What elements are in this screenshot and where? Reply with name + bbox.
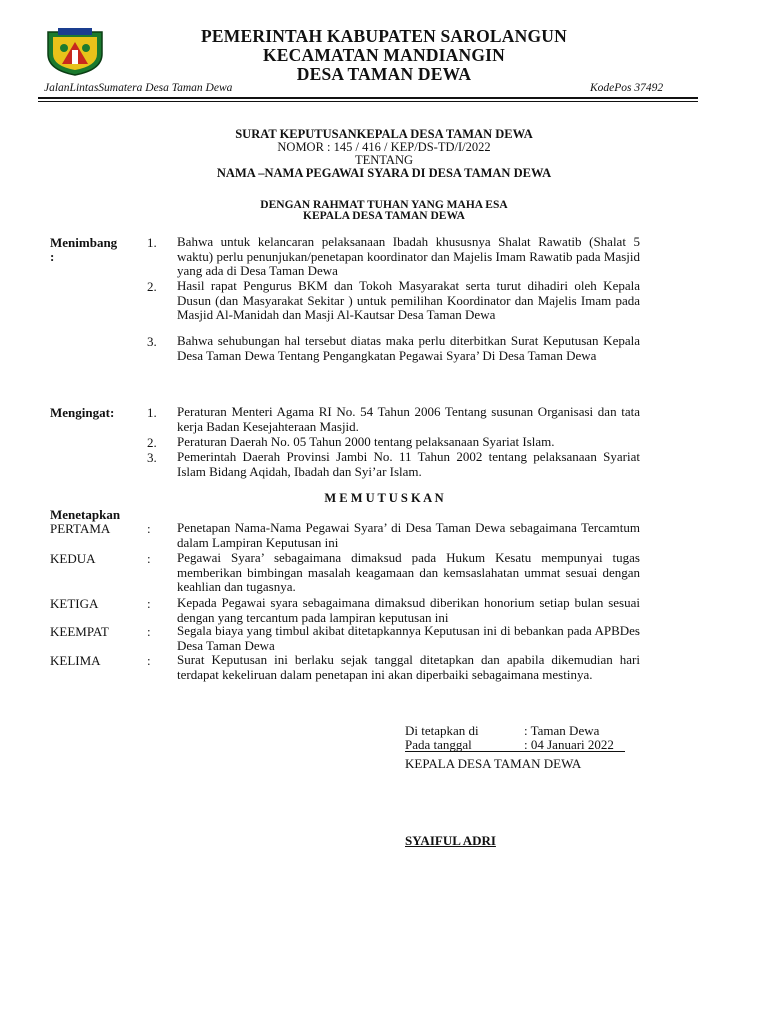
menimbang-colon: : [50,249,55,264]
mengingat-item-1: Peraturan Menteri Agama RI No. 54 Tahun 2006 Tentang susunan Organisasi dan tata kerja Badan Kesejahteraan Masjid. [177,404,640,434]
decree-tentang: TENTANG [354,153,413,167]
pertama-label: PERTAMA [50,521,111,536]
date-underline [405,751,625,752]
tanggal-value: : 04 Januari 2022 [524,737,614,752]
keempat-label: KEEMPAT [50,624,109,639]
mengingat-num-3: 3. [147,450,157,465]
header-rule-thick [38,97,698,99]
header-line-1: PEMERINTAH KABUPATEN SAROLANGUN [201,26,567,46]
menimbang-item-1: Bahwa untuk kelancaran pelaksanaan Ibadah khususnya Shalat Rawatib (Shalat 5 waktu) perlu penunjukan/penetapan koordinator dan Majelis Imam Rawatib pada Masjid yang ada di Desa Taman Dewa [177,234,640,278]
keempat-colon: : [147,624,151,639]
ditetapkan-value: : Taman Dewa [524,723,600,738]
rahmat-line-2: KEPALA DESA TAMAN DEWA [303,210,465,222]
memutuskan-heading: M E M U T U S K A N [324,491,444,505]
pertama-colon: : [147,521,151,536]
kedua-label: KEDUA [50,551,96,566]
address: JalanLintasSumatera Desa Taman Dewa [44,82,233,94]
menimbang-item-2: Hasil rapat Pengurus BKM dan Tokoh Masyarakat serta turut dihadiri oleh Kepala Dusun (dan Masyarakat Sekitar ) untuk pemilihan Koordinator dan Majelis Imam pada Masjid Al-Manidah dan Masji Al-Kautsar Desa Taman Dewa [177,278,640,322]
kelima-label: KELIMA [50,653,101,668]
postcode: KodePos 37492 [590,82,664,94]
decree-number: NOMOR : 145 / 416 / KEP/DS-TD/I/2022 [277,140,491,154]
pertama-text: Penetapan Nama-Nama Pegawai Syara’ di Desa Taman Dewa sebagaimana Tercamtum dalam Lampiran Keputusan ini [177,520,640,550]
mengingat-label: Mengingat: [50,405,115,420]
header-line-2: KECAMATAN MANDIANGIN [262,45,506,65]
decree-title: SURAT KEPUTUSANKEPALA DESA TAMAN DEWA [235,127,533,141]
kedua-text: Pegawai Syara’ sebagaimana dimaksud pada Hukum Kesatu mempunyai tugas memberikan bimbingan masalah keagamaan dan kemsaslahatan ummat sesuai dengan keahlian dan tugasnya. [177,550,640,594]
signatory-name: SYAIFUL ADRI [405,833,496,848]
kelima-colon: : [147,653,151,668]
header-line-3: DESA TAMAN DEWA [296,64,472,84]
ketiga-label: KETIGA [50,596,99,611]
ditetapkan-label: Di tetapkan di [405,723,479,738]
signatory-position: KEPALA DESA TAMAN DEWA [405,756,582,771]
tanggal-label: Pada tanggal [405,737,472,752]
menimbang-label: Menimbang [50,235,118,250]
mengingat-num-1: 1. [147,405,157,420]
menimbang-num-3: 3. [147,334,157,349]
menimbang-item-3: Bahwa sehubungan hal tersebut diatas maka perlu diterbitkan Surat Keputusan Kepala Desa Taman Dewa Tentang Pengangkatan Pegawai Syara’ Di Desa Taman Dewa [177,333,640,363]
menimbang-num-1: 1. [147,235,157,250]
mengingat-num-2: 2. [147,435,157,450]
ketiga-colon: : [147,596,151,611]
mengingat-item-2: Peraturan Daerah No. 05 Tahun 2000 tentang pelaksanaan Syariat Islam. [177,434,555,449]
ketiga-text: Kepada Pegawai syara sebagaimana dimaksud diberikan honorium setiap bulan sesuai dengan yang tercantum pada lampiran keputusan ini [177,595,640,625]
menimbang-num-2: 2. [147,279,157,294]
header-rule-thin [38,101,698,102]
mengingat-item-3: Pemerintah Daerah Provinsi Jambi No. 11 Tahun 2002 tentang pelaksanaan Syariat Islam Bidang Aqidah, Ibadah dan Syi’ar Islam. [177,449,640,479]
rahmat-line-1: DENGAN RAHMAT TUHAN YANG MAHA ESA [260,199,508,211]
keempat-text: Segala biaya yang timbul akibat ditetapkannya Keputusan ini di bebankan pada APBDes Desa Taman Dewa [177,623,640,653]
decree-subject: NAMA –NAMA PEGAWAI SYARA DI DESA TAMAN DEWA [216,166,552,180]
kedua-colon: : [147,551,151,566]
menetapkan-label: Menetapkan [50,507,121,522]
kelima-text: Surat Keputusan ini berlaku sejak tanggal ditetapkan dan apabila dikemudian hari terdapat kekeliruan dalam penetapan ini akan diperbaiki sebagaimana mestinya. [177,652,640,682]
